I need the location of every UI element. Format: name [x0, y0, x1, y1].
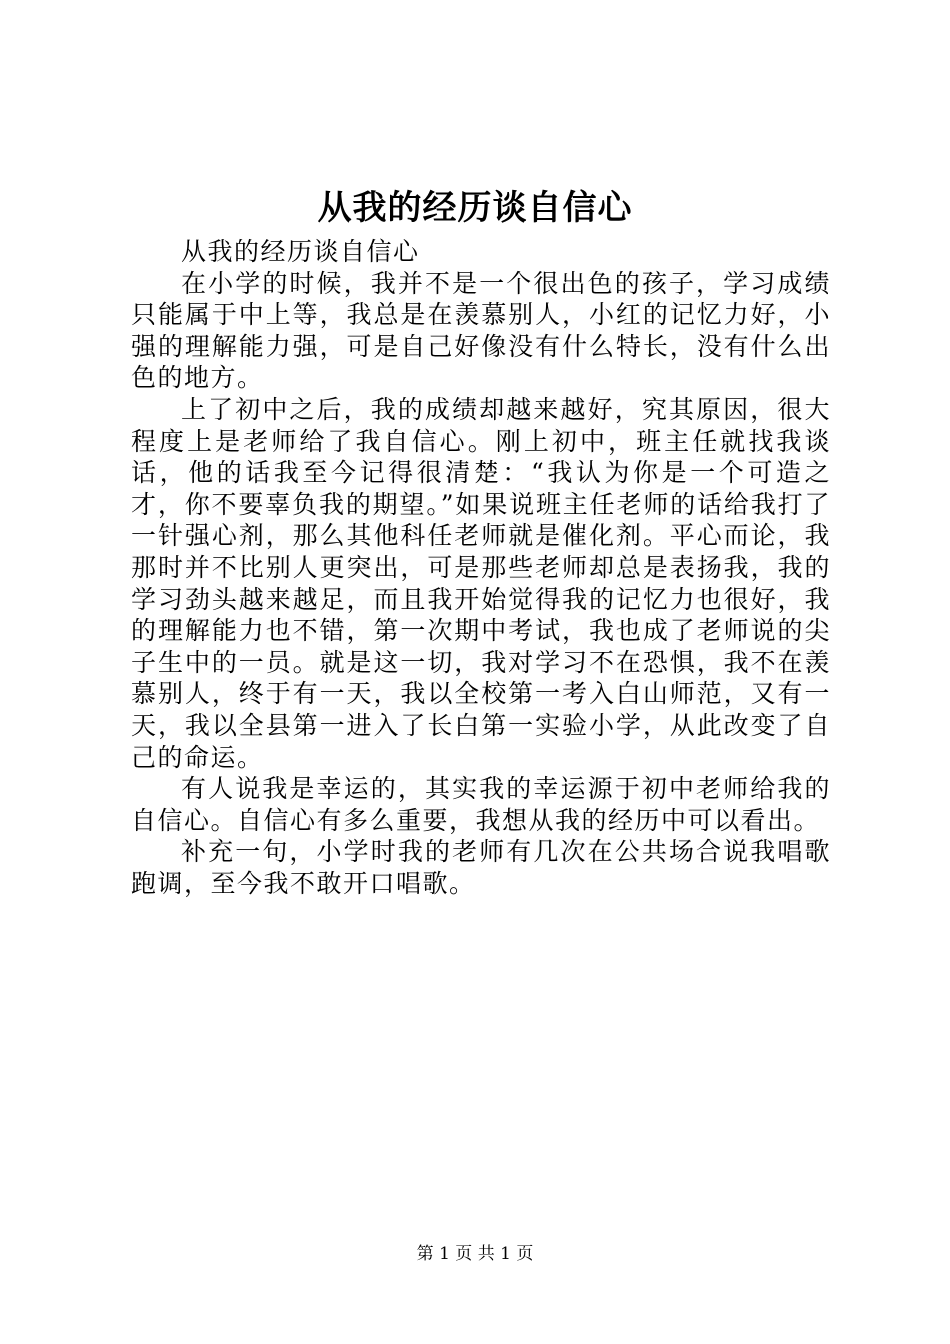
document-body — [131, 236, 831, 899]
paragraph-2: 上了初中之后，我的成绩却越来越好，究其原因，很大程度上是老师给了我自信心。刚上初中，班主任就找我谈话，他的话我至今记得很清楚：“我认为你是一个可造之才，你不要辜负我的期望。”如果说班主任老师的话给我打了一针强心剂，那么其他科任老师就是催化剂。平心而论，我那时并不比别人更突出，可是那些老师却总是表扬我，我的学习劲头越来越足，而且我开始觉得我的记忆力也很好，我的理解能力也不错，第一次期中考试，我也成了老师说的尖子生中的一员。就是这一切，我对学习不在恐惧，我不在羡慕别人，终于有一天，我以全校第一考入白山师范，又有一天，我以全县第一进入了长白第一实验小学，从此改变了自己的命运。 — [131, 394, 831, 772]
paragraph-3: 有人说我是幸运的，其实我的幸运源于初中老师给我的自信心。自信心有多么重要，我想从我的经历中可以看出。 — [131, 774, 831, 835]
paragraph-4: 补充一句，小学时我的老师有几次在公共场合说我唱歌跑调，至今我不敢开口唱歌。 — [131, 837, 831, 898]
paragraph-subtitle: 从我的经历谈自信心 — [181, 237, 420, 266]
document-title: 从我的经历谈自信心 — [317, 188, 633, 228]
paragraph-1: 在小学的时候，我并不是一个很出色的孩子，学习成绩只能属于中上等，我总是在羡慕别人，小红的记忆力好，小强的理解能力强，可是自己好像没有什么特长，没有什么出色的地方。 — [131, 268, 831, 393]
page-footer: 第 1 页 共 1 页 — [416, 1244, 534, 1264]
